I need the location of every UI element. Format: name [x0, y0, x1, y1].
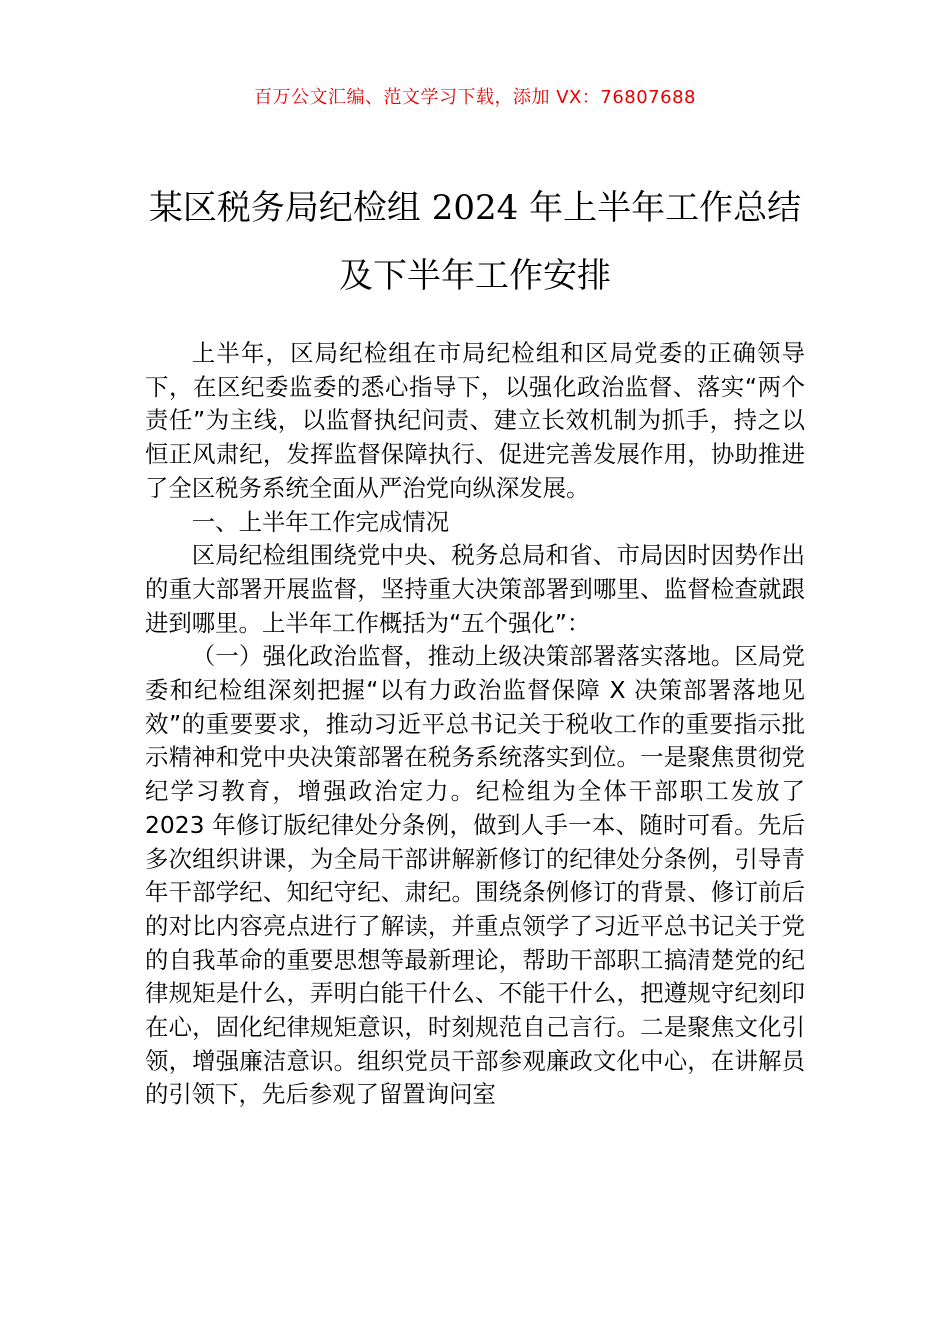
title-line-2: 及下半年工作安排	[339, 256, 611, 296]
document-body	[145, 337, 805, 1112]
subsection-paragraph: （一）强化政治监督，推动上级决策部署落实落地。区局党委和纪检组深刻把握“以有力政治监督保障 X 决策部署落地见效”的重要要求，推动习近平总书记关于税收工作的重要指示批示精神和党中央决策部署在税务系统落实到位。一是聚焦贯彻党纪学习教育，增强政治定力。纪检组为全体干部职工发放了 2023 年修订版纪律处分条例，做到人手一本、随时可看。先后多次组织讲课，为全局干部讲解新修订的纪律处分条例，引导青年干部学纪、知纪守纪、肃纪。围绕条例修订的背景、修订前后的对比内容亮点进行了解读，并重点领学了习近平总书记关于党的自我革命的重要思想等最新理论，帮助干部职工搞清楚党的纪律规矩是什么，弄明白能干什么、不能干什么，把遵规守纪刻印在心，固化纪律规矩意识，时刻规范自己言行。二是聚焦文化引领，增强廉洁意识。组织党员干部参观廉政文化中心，在讲解员的引领下，先后参观了留置询问室	[145, 642, 805, 1109]
intro-paragraph: 上半年，区局纪检组在市局纪检组和区局党委的正确领导下，在区纪委监委的悉心指导下，以强化政治监督、落实“两个责任”为主线，以监督执纪问责、建立长效机制为抓手，持之以恒正风肃纪，发挥监督保障执行、促进完善发展作用，协助推进了全区税务系统全面从严治党向纵深发展。	[145, 339, 805, 502]
section-heading: 一、上半年工作完成情况	[191, 507, 450, 536]
document-title	[60, 174, 890, 310]
header-watermark-note: 百万公文汇编、范文学习下载，添加 VX：76807688	[254, 87, 696, 108]
section-intro-paragraph: 区局纪检组围绕党中央、税务总局和省、市局因时因势作出的重大部署开展监督，坚持重大决策部署到哪里、监督检查就跟进到哪里。上半年工作概括为“五个强化”：	[145, 541, 805, 637]
title-line-1: 某区税务局纪检组 2024 年上半年工作总结	[148, 188, 802, 228]
